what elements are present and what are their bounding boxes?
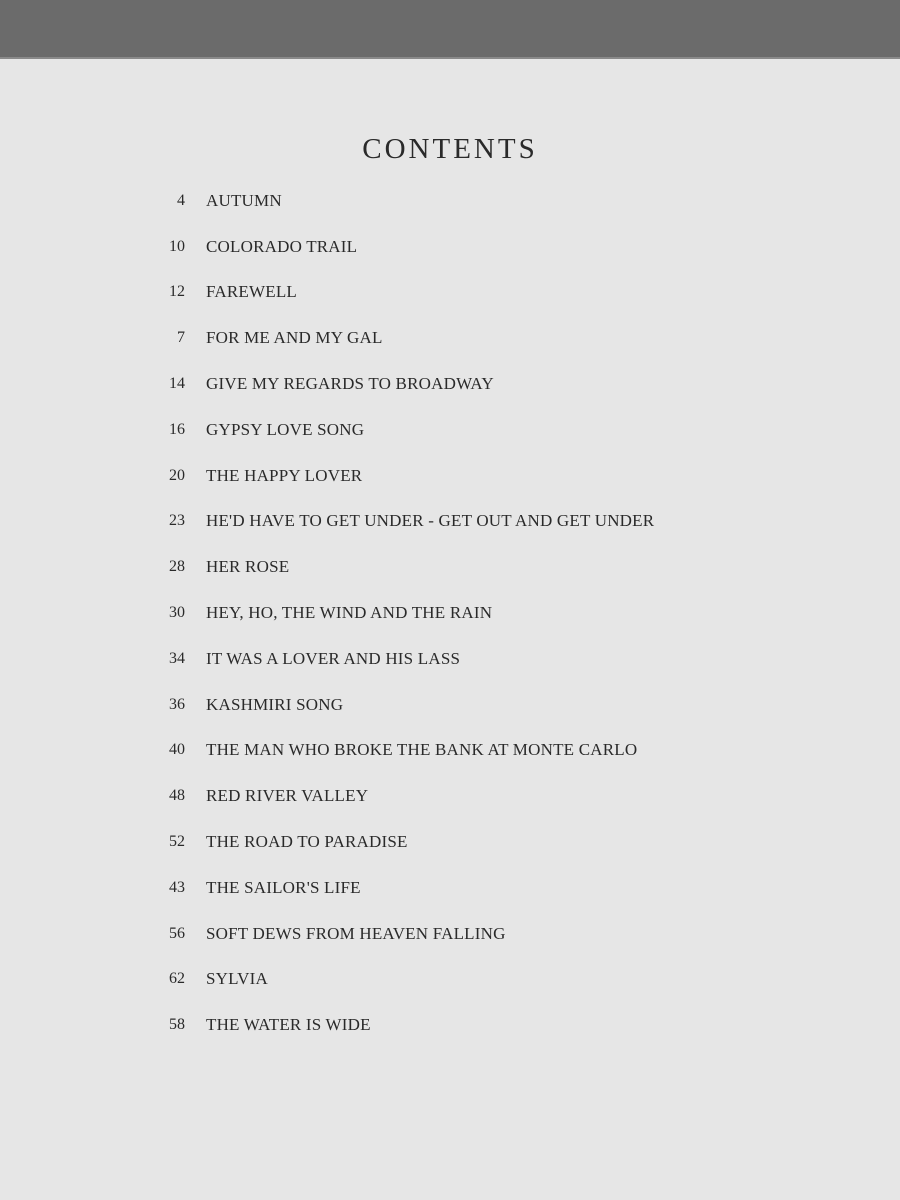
contents-entry xyxy=(150,270,790,316)
page-title: CONTENTS xyxy=(362,133,538,165)
entry-title: SYLVIA xyxy=(206,969,268,989)
entry-page-number: 28 xyxy=(169,558,185,576)
entry-title: THE ROAD TO PARADISE xyxy=(206,832,408,852)
entry-title: GIVE MY REGARDS TO BROADWAY xyxy=(206,374,494,394)
contents-entry xyxy=(150,636,790,682)
contents-entry xyxy=(150,544,790,590)
entry-page-number: 7 xyxy=(177,329,185,347)
entry-page-number: 20 xyxy=(169,466,185,484)
contents-entry xyxy=(150,773,790,819)
contents-entry xyxy=(150,957,790,1003)
contents-entry xyxy=(150,819,790,865)
entry-page-number: 58 xyxy=(169,1016,185,1034)
entry-title: GYPSY LOVE SONG xyxy=(206,419,365,439)
entry-title: THE WATER IS WIDE xyxy=(206,1015,371,1035)
entry-page-number: 30 xyxy=(169,604,185,622)
entry-page-number: 23 xyxy=(169,512,185,530)
entry-page-number: 36 xyxy=(169,695,185,713)
contents-entry xyxy=(150,361,790,407)
entry-page-number: 14 xyxy=(169,375,185,393)
contents-entry xyxy=(150,911,790,957)
entry-title: THE HAPPY LOVER xyxy=(206,465,363,485)
entry-title: AUTUMN xyxy=(206,190,282,210)
entry-page-number: 52 xyxy=(169,833,185,851)
entry-title: HER ROSE xyxy=(206,557,290,577)
entry-title: FOR ME AND MY GAL xyxy=(206,328,383,348)
contents-entry xyxy=(150,682,790,728)
contents-entry xyxy=(150,865,790,911)
entry-page-number: 40 xyxy=(169,741,185,759)
entry-page-number: 62 xyxy=(169,970,185,988)
entry-title: KASHMIRI SONG xyxy=(206,694,344,714)
entry-title: RED RIVER VALLEY xyxy=(206,786,369,806)
entry-title: IT WAS A LOVER AND HIS LASS xyxy=(206,648,461,668)
contents-entry xyxy=(150,499,790,545)
entry-page-number: 34 xyxy=(169,649,185,667)
entry-page-number: 56 xyxy=(169,924,185,942)
entry-page-number: 10 xyxy=(169,237,185,255)
top-bar xyxy=(0,0,900,59)
entry-title: THE SAILOR'S LIFE xyxy=(206,877,361,897)
contents-entry xyxy=(150,315,790,361)
entry-page-number: 48 xyxy=(169,787,185,805)
entry-title: SOFT DEWS FROM HEAVEN FALLING xyxy=(206,923,506,943)
contents-entry xyxy=(150,453,790,499)
contents-entry xyxy=(150,728,790,774)
contents-entry xyxy=(150,590,790,636)
entry-page-number: 12 xyxy=(169,283,185,301)
contents-entry xyxy=(150,1002,790,1048)
entry-title: FAREWELL xyxy=(206,282,297,302)
entry-page-number: 43 xyxy=(169,878,185,896)
contents-entry xyxy=(150,407,790,453)
entry-page-number: 4 xyxy=(177,191,185,209)
entry-title: THE MAN WHO BROKE THE BANK AT MONTE CARLO xyxy=(206,740,638,760)
entry-page-number: 16 xyxy=(169,420,185,438)
entry-title: HE'D HAVE TO GET UNDER - GET OUT AND GET UNDER xyxy=(206,511,655,531)
entry-title: COLORADO TRAIL xyxy=(206,236,358,256)
entry-title: HEY, HO, THE WIND AND THE RAIN xyxy=(206,603,493,623)
contents-entry xyxy=(150,178,790,224)
contents-entry xyxy=(150,224,790,270)
contents-list xyxy=(150,178,790,1048)
